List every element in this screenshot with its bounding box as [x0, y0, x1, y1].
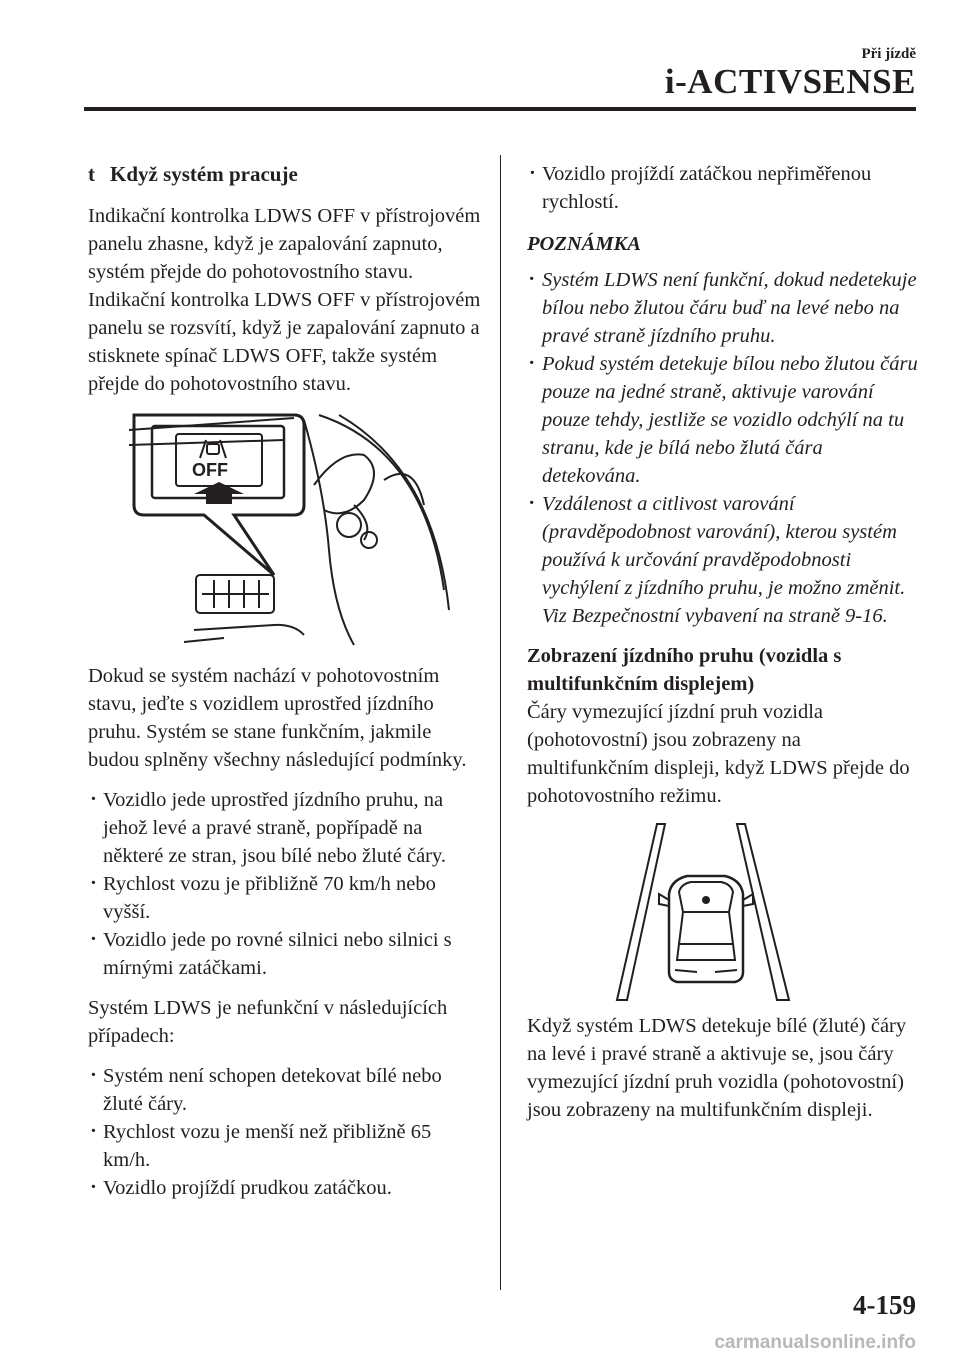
paragraph-lane-active: Když systém LDWS detekuje bílé (žluté) čáry na levé i pravé straně a aktivuje se, jsou čáry vymezující jízdní pruh vozidla (pohotovostní) jsou zobrazeny na multifunkčním displeji.: [527, 1015, 907, 1121]
conditions-list: [88, 786, 483, 982]
list-item: · Rychlost vozu je přibližně 70 km/h nebo vyšší.: [88, 870, 483, 926]
lane-display-illustration: [607, 822, 807, 1002]
list-item: · Systém LDWS není funkční, dokud nedetekuje bílou nebo žlutou čáru buď na levé nebo na pravé straně jízdního pruhu.: [527, 266, 922, 350]
note-title: POZNÁMKA: [527, 233, 641, 255]
list-item: · Rychlost vozu je menší než přibližně 65 km/h.: [88, 1118, 483, 1174]
page-number: 4-159: [853, 1290, 916, 1320]
right-column: [527, 160, 922, 1136]
list-item: · Vozidlo jede po rovné silnici nebo silnici s mírnými zatáčkami.: [88, 926, 483, 982]
section-title: Když systém pracuje: [110, 162, 298, 186]
paragraph-lamp-off: Indikační kontrolka LDWS OFF v přístrojovém panelu zhasne, když je zapalování zapnuto, systém přejde do pohotovostního stavu.: [88, 205, 481, 283]
section-marker: t: [88, 162, 95, 186]
list-item: · Vozidlo jede uprostřed jízdního pruhu, na jehož levé a pravé straně, popřípadě na některé ze stran, jsou bílé nebo žluté čáry.: [88, 786, 483, 870]
header-rule: [84, 107, 916, 111]
notes-list: [527, 266, 922, 630]
header-title: i-ACTIVSENSE: [664, 62, 916, 101]
paragraph-lamp-on: Indikační kontrolka LDWS OFF v přístrojovém panelu se rozsvítí, když je zapalování zapnuto a stisknete spínač LDWS OFF, takže systém přejde do pohotovostního stavu.: [88, 289, 481, 395]
paragraph-lane-display: Čáry vymezující jízdní pruh vozidla (pohotovostní) jsou zobrazeny na multifunkčním displeji, když LDWS přejde do pohotovostního režimu.: [527, 701, 910, 807]
list-item: · Vozidlo projíždí prudkou zatáčkou.: [88, 1174, 483, 1202]
cases-list: [88, 1062, 483, 1202]
column-divider: [500, 155, 501, 1290]
cases-list-continued: [527, 160, 922, 216]
subsection-heading: Zobrazení jízdního pruhu (vozidla s multifunkčním displejem): [527, 645, 842, 695]
watermark: carmanualsonline.info: [714, 1332, 916, 1353]
header-chapter: Při jízdě: [861, 46, 916, 62]
left-column: [88, 160, 483, 1214]
section-heading: [88, 160, 483, 188]
paragraph-standby: Dokud se systém nachází v pohotovostním stavu, jeďte s vozidlem uprostřed jízdního pruhu. Systém se stane funkčním, jakmile budou splněny všechny následující podmínky.: [88, 665, 467, 771]
list-item: · Vozidlo projíždí zatáčkou nepřiměřenou rychlostí.: [527, 160, 922, 216]
list-item: · Vzdálenost a citlivost varování (pravděpodobnost varování), kterou systém používá k určování pravděpodobnosti vychýlení z jízdního pruhu, je možno změnit. Viz Bezpečnostní vybavení na straně 9-16.: [527, 490, 922, 630]
ldws-off-switch-illustration: [124, 410, 454, 650]
list-item: · Pokud systém detekuje bílou nebo žlutou čáru pouze na jedné straně, aktivuje varování pouze tehdy, jestliže se vozidlo odchýlí na tu stranu, kde je bílá nebo žlutá čára detekována.: [527, 350, 922, 490]
off-label: OFF: [192, 460, 228, 480]
list-item: · Systém není schopen detekovat bílé nebo žluté čáry.: [88, 1062, 483, 1118]
paragraph-inoperable: Systém LDWS je nefunkční v následujících případech:: [88, 997, 448, 1047]
